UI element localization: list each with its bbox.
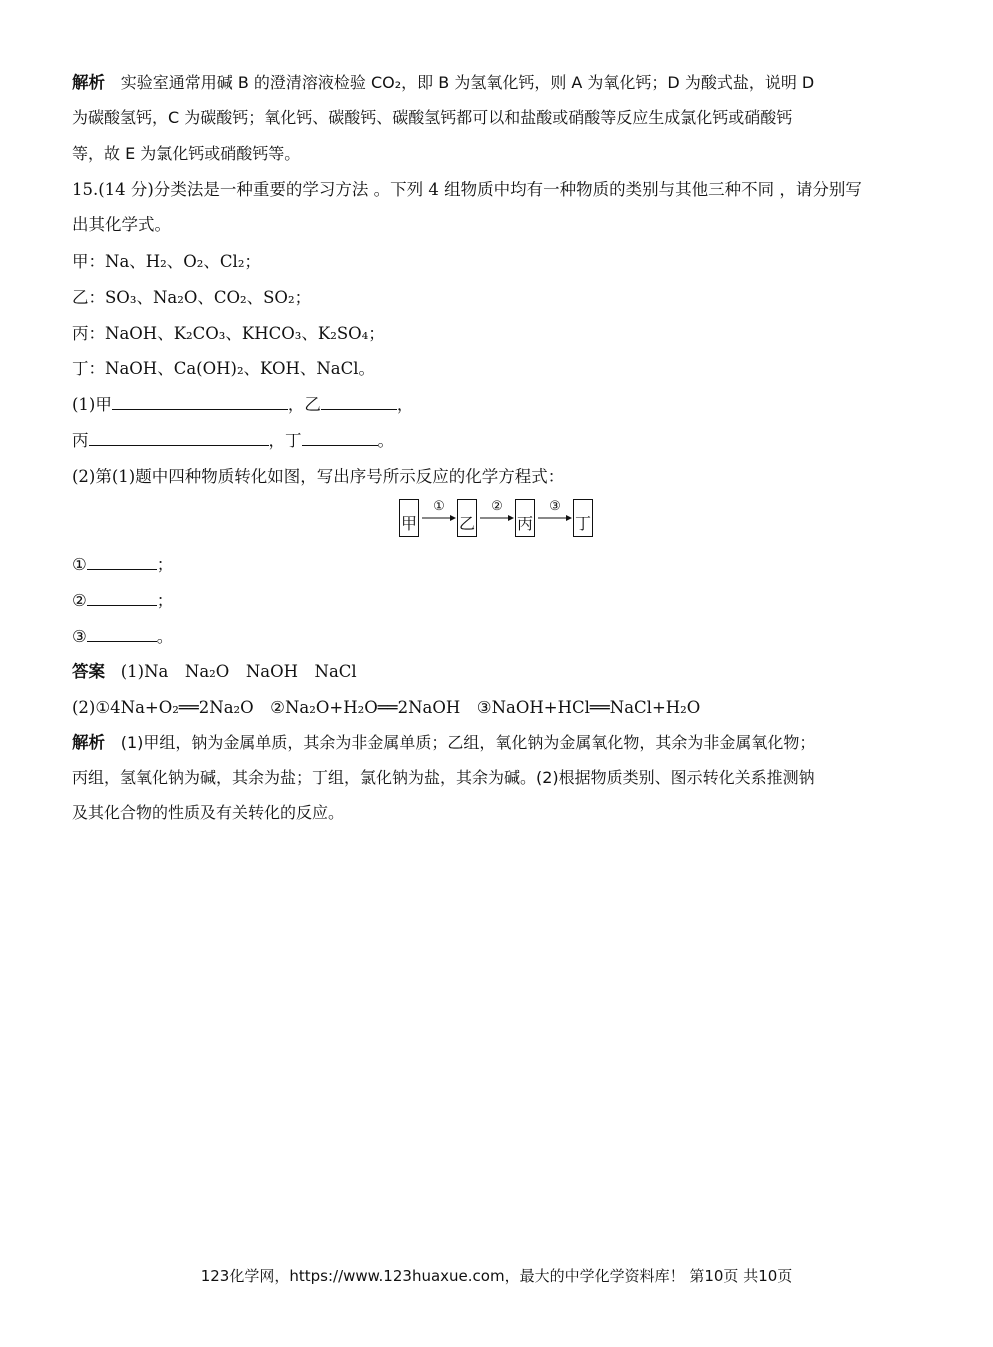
page-footer: 123化学网，https://www.123huaxue.com，最大的中学化学资料库！ 第10页 共10页 [200,1267,793,1285]
q1-row-2 [72,429,394,453]
analysis-label: 解析 [72,73,105,92]
answer-blank-3[interactable] [87,625,157,642]
arrow-1-label: ① [433,499,445,514]
blank-1-label: ① [72,555,87,574]
arrow-2 [479,499,515,537]
arrow-1-icon [421,513,457,523]
blank-3-label: ③ [72,627,87,646]
box-yi: 乙 [457,499,477,537]
group-bing: 丙：NaOH、K₂CO₃、KHCO₃、K₂SO₄； [72,324,385,343]
arrow-3 [537,499,573,537]
answer-blank-ding[interactable] [302,429,378,446]
q1-jia-label: (1)甲 [72,395,112,414]
q1-row-1 [72,393,413,417]
blank-1-punct: ； [156,555,174,574]
q1-row-1-punct: ， [396,395,414,414]
analysis-paragraph-2-line-3: 及其化合物的性质及有关转化的反应。 [72,803,345,822]
group-ding: 丁：NaOH、Ca(OH)₂、KOH、NaCl。 [72,359,376,378]
arrow-2-icon [479,513,515,523]
analysis-paragraph-1-line-3: 等，故 E 为氯化钙或硝酸钙等。 [72,144,301,163]
answer-blank-1[interactable] [87,553,157,570]
analysis-2-label: 解析 [72,733,105,752]
answer-text-1: (1)Na Na₂O NaOH NaCl [120,662,357,681]
question-15-line-1: 15.(14 分)分类法是一种重要的学习方法 。下列 4 组物质中均有一种物质的类别与其他三种不同 ，请分别写 [72,180,862,199]
q1-bing-label: 丙 [72,431,89,450]
answer-blank-2[interactable] [87,589,157,606]
analysis-2-text: (1)甲组，钠为金属单质，其余为非金属单质；乙组，氧化钠为金属氧化物，其余为非金属氧化物； [120,733,816,752]
answer-line-2: (2)①4Na+O₂══2Na₂O ②Na₂O+H₂O══2NaOH ③NaOH+HCl══NaCl+H₂O [72,698,701,717]
answer-blank-jia[interactable] [112,393,288,410]
analysis-paragraph-1-line-1 [72,71,814,95]
q2-blank-row-1 [72,553,173,577]
analysis-paragraph-2-line-2: 丙组，氢氧化钠为碱，其余为盐；丁组，氯化钠为盐，其余为碱。(2)根据物质类别、图示转化关系推测钠 [72,768,815,787]
answer-label: 答案 [72,662,105,681]
analysis-paragraph-1-line-2: 为碳酸氢钙，C 为碳酸钙；氧化钙、碳酸钙、碳酸氢钙都可以和盐酸或硝酸等反应生成氯化钙或硝酸钙 [72,108,793,127]
arrow-2-label: ② [491,499,503,514]
arrow-1 [421,499,457,537]
blank-2-label: ② [72,591,87,610]
blank-3-punct: 。 [156,627,174,646]
q1-ding-label: ，丁 [268,431,302,450]
q2-prompt: (2)第(1)题中四种物质转化如图，写出序号所示反应的化学方程式： [72,467,565,486]
q2-blank-row-2 [72,589,173,613]
arrow-3-icon [537,513,573,523]
blank-2-punct: ； [156,591,174,610]
analysis-text: 实验室通常用碱 B 的澄清溶液检验 CO₂，即 B 为氢氧化钙，则 A 为氧化钙；D 为酸式盐，说明 D [120,73,815,92]
q2-blank-row-3 [72,625,173,649]
group-yi: 乙：SO₃、Na₂O、CO₂、SO₂； [72,288,312,307]
answer-blank-yi[interactable] [321,393,397,410]
q1-yi-label: ，乙 [287,395,321,414]
answer-blank-bing[interactable] [89,429,269,446]
answer-line-1 [72,660,357,684]
box-ding: 丁 [573,499,593,537]
analysis-paragraph-2-line-1 [72,731,815,755]
box-jia: 甲 [399,499,419,537]
q1-row-2-punct: 。 [377,431,394,450]
group-jia: 甲：Na、H₂、O₂、Cl₂； [72,252,261,271]
arrow-3-label: ③ [549,499,561,514]
question-15-line-2: 出其化学式。 [72,215,171,234]
box-bing: 丙 [515,499,535,537]
